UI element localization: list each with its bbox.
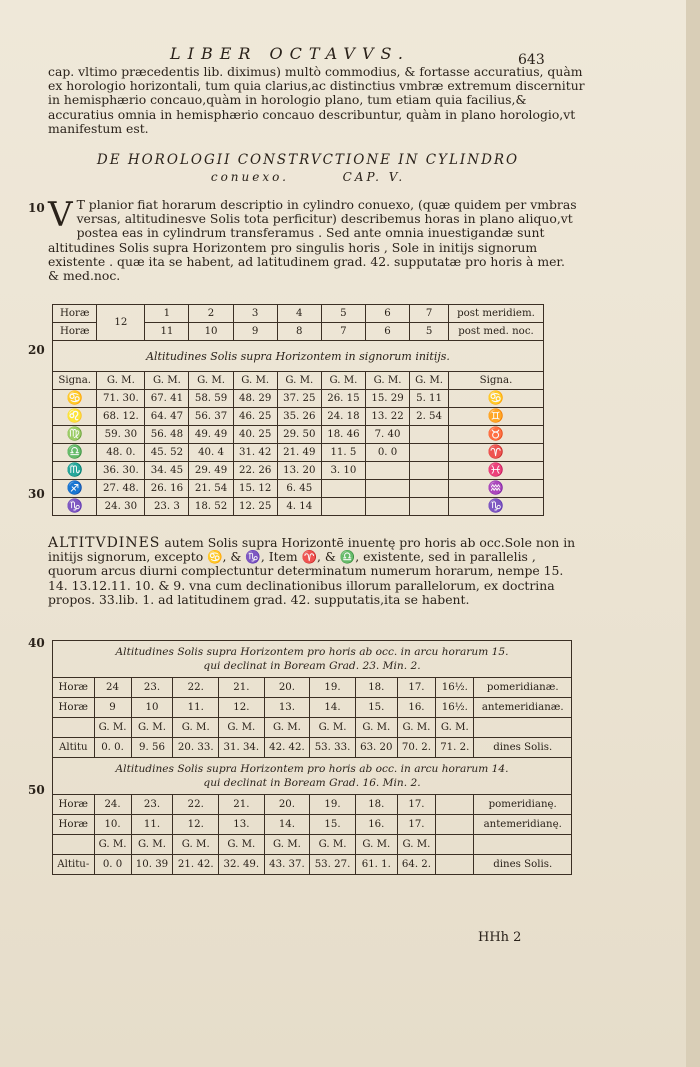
noon-cell: 12 (97, 305, 145, 341)
table-cell: 70. 2. (397, 738, 435, 758)
table-cell: 13. 20 (277, 462, 321, 480)
table-cell (436, 795, 474, 815)
table-cell: 11. (173, 698, 219, 718)
table-cell (410, 480, 449, 498)
table-caption: Altitudines Solis supra Horizontem in signorum initijs. (53, 341, 544, 372)
section-subheading (48, 170, 568, 184)
table-header-row (53, 718, 572, 738)
column-header: G. M. (277, 372, 321, 390)
table-cell: 29. 50 (277, 426, 321, 444)
table-cell: 37. 25 (277, 390, 321, 408)
table-cell: 15. 12 (233, 480, 277, 498)
section-heading: DE HOROLOGII CONSTRVCTIONE IN CYLINDRO (96, 152, 520, 168)
table-row (53, 462, 544, 480)
table-cell: 45. 52 (145, 444, 189, 462)
arc-15-block (53, 678, 572, 758)
table-cell: 7. 40 (365, 426, 409, 444)
table-cell: 10 (131, 698, 173, 718)
table-cell: 21. (219, 795, 265, 815)
table-cell: G. M. (310, 718, 356, 738)
table-cell: G. M. (94, 718, 131, 738)
table-cell: 16½. (436, 698, 474, 718)
table-cell: 20. 33. (173, 738, 219, 758)
table-cell: dines Solis. (474, 855, 572, 875)
table-cell: 11. 5 (321, 444, 365, 462)
table-cell: 40. 4 (189, 444, 233, 462)
table-cell: 56. 37 (189, 408, 233, 426)
table-caption (53, 641, 572, 678)
table-cell: 5 (410, 323, 449, 341)
table-cell: 48. 0. (97, 444, 145, 462)
table-cell: Altitu- (53, 855, 95, 875)
table-cell: Horæ (53, 678, 95, 698)
table-cell: 36. 30. (97, 462, 145, 480)
table-cell (365, 462, 409, 480)
table-cell: 27. 48. (97, 480, 145, 498)
table-cell: 71. 2. (436, 738, 474, 758)
table-cell: Horæ (53, 795, 95, 815)
table-row (53, 678, 572, 698)
table-cell (410, 462, 449, 480)
column-header: Signa. (449, 372, 544, 390)
table-cell: 18. 46 (321, 426, 365, 444)
table-cell: G. M. (436, 718, 474, 738)
line-number-30: 30 (28, 487, 45, 501)
table-cell: 15. (355, 698, 397, 718)
table-cell (53, 718, 95, 738)
table-cell: Altitu (53, 738, 95, 758)
table-cell: 22. (173, 678, 219, 698)
table-row (53, 305, 544, 323)
altitudes-table-signs (52, 304, 544, 516)
table-cell: ♋ (53, 390, 97, 408)
table-cell: 20. (264, 795, 310, 815)
table-cell: 11 (145, 323, 189, 341)
table-cell: 6. 45 (277, 480, 321, 498)
table-caption-row (53, 341, 544, 372)
table-cell: G. M. (310, 835, 356, 855)
table-cell: 15. 29 (365, 390, 409, 408)
row-label: Horæ (53, 323, 97, 341)
table-cell: ♋ (449, 390, 544, 408)
table-cell: 8 (277, 323, 321, 341)
table-cell: 67. 41 (145, 390, 189, 408)
table-cell: 49. 49 (189, 426, 233, 444)
table-cell: 12. (219, 698, 265, 718)
table-row (53, 408, 544, 426)
table-row (53, 698, 572, 718)
table-cell: 10 (189, 323, 233, 341)
table-cell: 40. 25 (233, 426, 277, 444)
table-cell: pomeridianę. (474, 795, 572, 815)
table-cell (474, 835, 572, 855)
caption-line: qui declinat in Boream Grad. 16. Min. 2. (203, 777, 421, 789)
table-cell: 4. 14 (277, 498, 321, 516)
paragraph-2-text: autem Solis supra Horizontē inuentę pro horis ab occ.Sole non in initijs signorum, excepto ♋, & ♑, Item ♈, & ♎, existente, sed in parallelis , quorum arcus diurni complectuntur determinatum numerum horarum, nempe 15. 14. 13.12.11. 10. & 9. vna cum declinationibus illorum parallelorum, ex doctrina propos. 33.lib. 1. ad latitudinem grad. 42. supputatis,ita se habent. (48, 535, 576, 607)
page-number: 643 (518, 52, 545, 68)
table-row (53, 480, 544, 498)
table-cell: 20. (264, 678, 310, 698)
table-cell: 26. 16 (145, 480, 189, 498)
table-cell: 2 (189, 305, 233, 323)
table-cell: ♉ (449, 426, 544, 444)
table-header-row (53, 372, 544, 390)
table-cell: 22. 26 (233, 462, 277, 480)
drop-cap: V (48, 195, 73, 235)
table-cell: 46. 25 (233, 408, 277, 426)
table-cell: 16. (355, 815, 397, 835)
table-cell: 9 (94, 698, 131, 718)
table-cell (474, 718, 572, 738)
table-cell: G. M. (173, 835, 219, 855)
table-row (53, 815, 572, 835)
column-header: Signa. (53, 372, 97, 390)
table-cell: 64. 2. (397, 855, 435, 875)
table-cell (410, 444, 449, 462)
table-cell: 5. 11 (410, 390, 449, 408)
table-cell: 17. (397, 815, 435, 835)
row-label: Horæ (53, 305, 97, 323)
table-cell: 4 (277, 305, 321, 323)
table-cell (410, 498, 449, 516)
table-cell: 34. 45 (145, 462, 189, 480)
table-cell (365, 480, 409, 498)
table-cell (410, 426, 449, 444)
table-cell: ♌ (53, 408, 97, 426)
caption-line: qui declinat in Boream Grad. 23. Min. 2. (203, 660, 421, 672)
table-cell: 53. 27. (310, 855, 356, 875)
table-cell: 21. 42. (173, 855, 219, 875)
table-row (53, 390, 544, 408)
table-cell: 24 (94, 678, 131, 698)
table-cell: 10. 39 (131, 855, 173, 875)
line-number-10: 10 (28, 201, 45, 215)
table-cell: 19. (310, 795, 356, 815)
line-number-50: 50 (28, 783, 45, 797)
table-cell: 21. 49 (277, 444, 321, 462)
table-cell: G. M. (131, 718, 173, 738)
table-cell: 63. 20 (355, 738, 397, 758)
caption-line: Altitudines Solis supra Horizontem pro horis ab occ. in arcu horarum 15. (115, 646, 509, 658)
subheading-left: conuexo. (210, 170, 289, 184)
table-caption-row (53, 641, 572, 678)
table-cell: 3. 10 (321, 462, 365, 480)
table-header-row (53, 835, 572, 855)
table-cell: 61. 1. (355, 855, 397, 875)
table-cell: G. M. (219, 718, 265, 738)
table-cell: 29. 49 (189, 462, 233, 480)
paragraph-1-text: T planior fiat horarum descriptio in cylindro conuexo, (quæ quidem per vmbras versas, altitudinesve Solis tota perficitur) describemus horas in plano aliquo,vt postea eas in cylindrum transferamus . Sed ante omnia inuestigandæ sunt altitudines Solis supra Horizontem pro singulis horis , Sole in initijs signorum existente . quæ ita se habent, ad latitudinem grad. 42. supputatæ pro horis à mer. & med.noc. (48, 197, 577, 284)
table-cell: 64. 47 (145, 408, 189, 426)
table-cell (436, 855, 474, 875)
column-header: G. M. (365, 372, 409, 390)
table-cell: 13. (264, 698, 310, 718)
table-cell: G. M. (219, 835, 265, 855)
running-title: LIBER OCTAVVS. (170, 44, 411, 63)
table-cell: Horæ (53, 698, 95, 718)
table-cell: 19. (310, 678, 356, 698)
table-cell: G. M. (355, 835, 397, 855)
table-cell: 59. 30 (97, 426, 145, 444)
table-cell: 12. (173, 815, 219, 835)
table-row (53, 426, 544, 444)
table-cell: 13. (219, 815, 265, 835)
table-cell: 6 (365, 323, 409, 341)
table-cell: 7 (321, 323, 365, 341)
table-caption (53, 758, 572, 795)
paragraph-1 (48, 195, 578, 284)
table-cell: 12. 25 (233, 498, 277, 516)
table-cell: 9 (233, 323, 277, 341)
table-cell: antemeridianę. (474, 815, 572, 835)
table-row (53, 738, 572, 758)
table-cell: dines Solis. (474, 738, 572, 758)
sign-rows (53, 390, 544, 516)
intro-paragraph: cap. vltimo præcedentis lib. diximus) multò commodius, & fortasse accuratius, quàm ex horologio horizontali, tum quia clarius,ac distinctius vmbræ extremum discernitur in hemisphærio concauo,quàm in horologio plano, tum etiam quia facilius,& accuratius omnia in hemisphærio concauo describuntur, quàm in plano horologio,vt manifestum est. (48, 64, 585, 136)
table-cell: 5 (321, 305, 365, 323)
table-cell: 48. 29 (233, 390, 277, 408)
table-cell: 16½. (436, 678, 474, 698)
table-cell: 9. 56 (131, 738, 173, 758)
table-cell: G. M. (355, 718, 397, 738)
table-cell: ♑ (53, 498, 97, 516)
line-number-40: 40 (28, 636, 45, 650)
table-row (53, 498, 544, 516)
table-cell: 68. 12. (97, 408, 145, 426)
table-cell: G. M. (173, 718, 219, 738)
table-cell: 11. (131, 815, 173, 835)
table-cell: 6 (365, 305, 409, 323)
table-cell: 15. (310, 815, 356, 835)
table-cell (436, 835, 474, 855)
column-header: G. M. (189, 372, 233, 390)
table-row (53, 795, 572, 815)
table-row (53, 444, 544, 462)
paragraph-2-caps: ALTITVDINES (48, 535, 161, 551)
table-cell: 24. 18 (321, 408, 365, 426)
table-cell (436, 815, 474, 835)
table-cell: post med. noc. (449, 323, 544, 341)
column-header: G. M. (97, 372, 145, 390)
table-cell: 21. (219, 678, 265, 698)
table-cell: 53. 33. (310, 738, 356, 758)
table-cell: ♊ (449, 408, 544, 426)
altitudes-table-arcs (52, 640, 572, 875)
table-cell: G. M. (397, 718, 435, 738)
table-cell: 18. (355, 678, 397, 698)
table-cell: 42. 42. (264, 738, 310, 758)
table-cell: 18. (355, 795, 397, 815)
table-cell: G. M. (397, 835, 435, 855)
table-cell: 58. 59 (189, 390, 233, 408)
table-caption-row (53, 758, 572, 795)
column-header: G. M. (410, 372, 449, 390)
line-number-20: 20 (28, 343, 45, 357)
table-cell: 14. (264, 815, 310, 835)
table-cell: G. M. (264, 835, 310, 855)
table-cell: ♎ (53, 444, 97, 462)
table-cell: 7 (410, 305, 449, 323)
table-cell: ♏ (53, 462, 97, 480)
table-cell: 0. 0 (94, 855, 131, 875)
table-cell: 1 (145, 305, 189, 323)
table-cell: 13. 22 (365, 408, 409, 426)
table-cell: 0. 0. (94, 738, 131, 758)
table-cell: 16. (397, 698, 435, 718)
table-cell: pomeridianæ. (474, 678, 572, 698)
table-cell: 23. (131, 678, 173, 698)
column-header: G. M. (321, 372, 365, 390)
table-cell (365, 498, 409, 516)
table-cell: 43. 37. (264, 855, 310, 875)
table-cell: Horæ (53, 815, 95, 835)
table-cell: G. M. (264, 718, 310, 738)
table-cell: 23. 3 (145, 498, 189, 516)
table-cell: 17. (397, 795, 435, 815)
table-cell: 0. 0 (365, 444, 409, 462)
table-cell: 24. (94, 795, 131, 815)
column-header: G. M. (233, 372, 277, 390)
table-cell: ♒ (449, 480, 544, 498)
caption-line: Altitudines Solis supra Horizontem pro horis ab occ. in arcu horarum 14. (115, 763, 509, 775)
table-cell: 3 (233, 305, 277, 323)
table-cell: ♓ (449, 462, 544, 480)
table-cell: 23. (131, 795, 173, 815)
arc-14-block (53, 795, 572, 875)
table-cell: 17. (397, 678, 435, 698)
table-row (53, 855, 572, 875)
page-edge-shadow (686, 0, 700, 1067)
signature-mark: HHh 2 (478, 930, 522, 945)
table-cell: post meridiem. (449, 305, 544, 323)
table-cell: 14. (310, 698, 356, 718)
table-cell (53, 835, 95, 855)
table-cell: G. M. (94, 835, 131, 855)
paragraph-2 (48, 536, 583, 607)
table-cell: 35. 26 (277, 408, 321, 426)
table-cell: 31. 42 (233, 444, 277, 462)
table-cell: ♈ (449, 444, 544, 462)
table-cell: 2. 54 (410, 408, 449, 426)
table-cell: 18. 52 (189, 498, 233, 516)
table-cell: antemeridianæ. (474, 698, 572, 718)
table-cell: 31. 34. (219, 738, 265, 758)
table-cell: 56. 48 (145, 426, 189, 444)
column-header: G. M. (145, 372, 189, 390)
table-cell: 26. 15 (321, 390, 365, 408)
table-cell (321, 480, 365, 498)
table-cell: 32. 49. (219, 855, 265, 875)
table-cell: G. M. (131, 835, 173, 855)
table-cell: ♐ (53, 480, 97, 498)
table-cell: 21. 54 (189, 480, 233, 498)
table-cell: ♑ (449, 498, 544, 516)
chapter-label: CAP. V. (342, 170, 406, 184)
table-cell: 10. (94, 815, 131, 835)
table-cell: 24. 30 (97, 498, 145, 516)
table-cell (321, 498, 365, 516)
table-cell: ♍ (53, 426, 97, 444)
table-cell: 71. 30. (97, 390, 145, 408)
table-cell: 22. (173, 795, 219, 815)
